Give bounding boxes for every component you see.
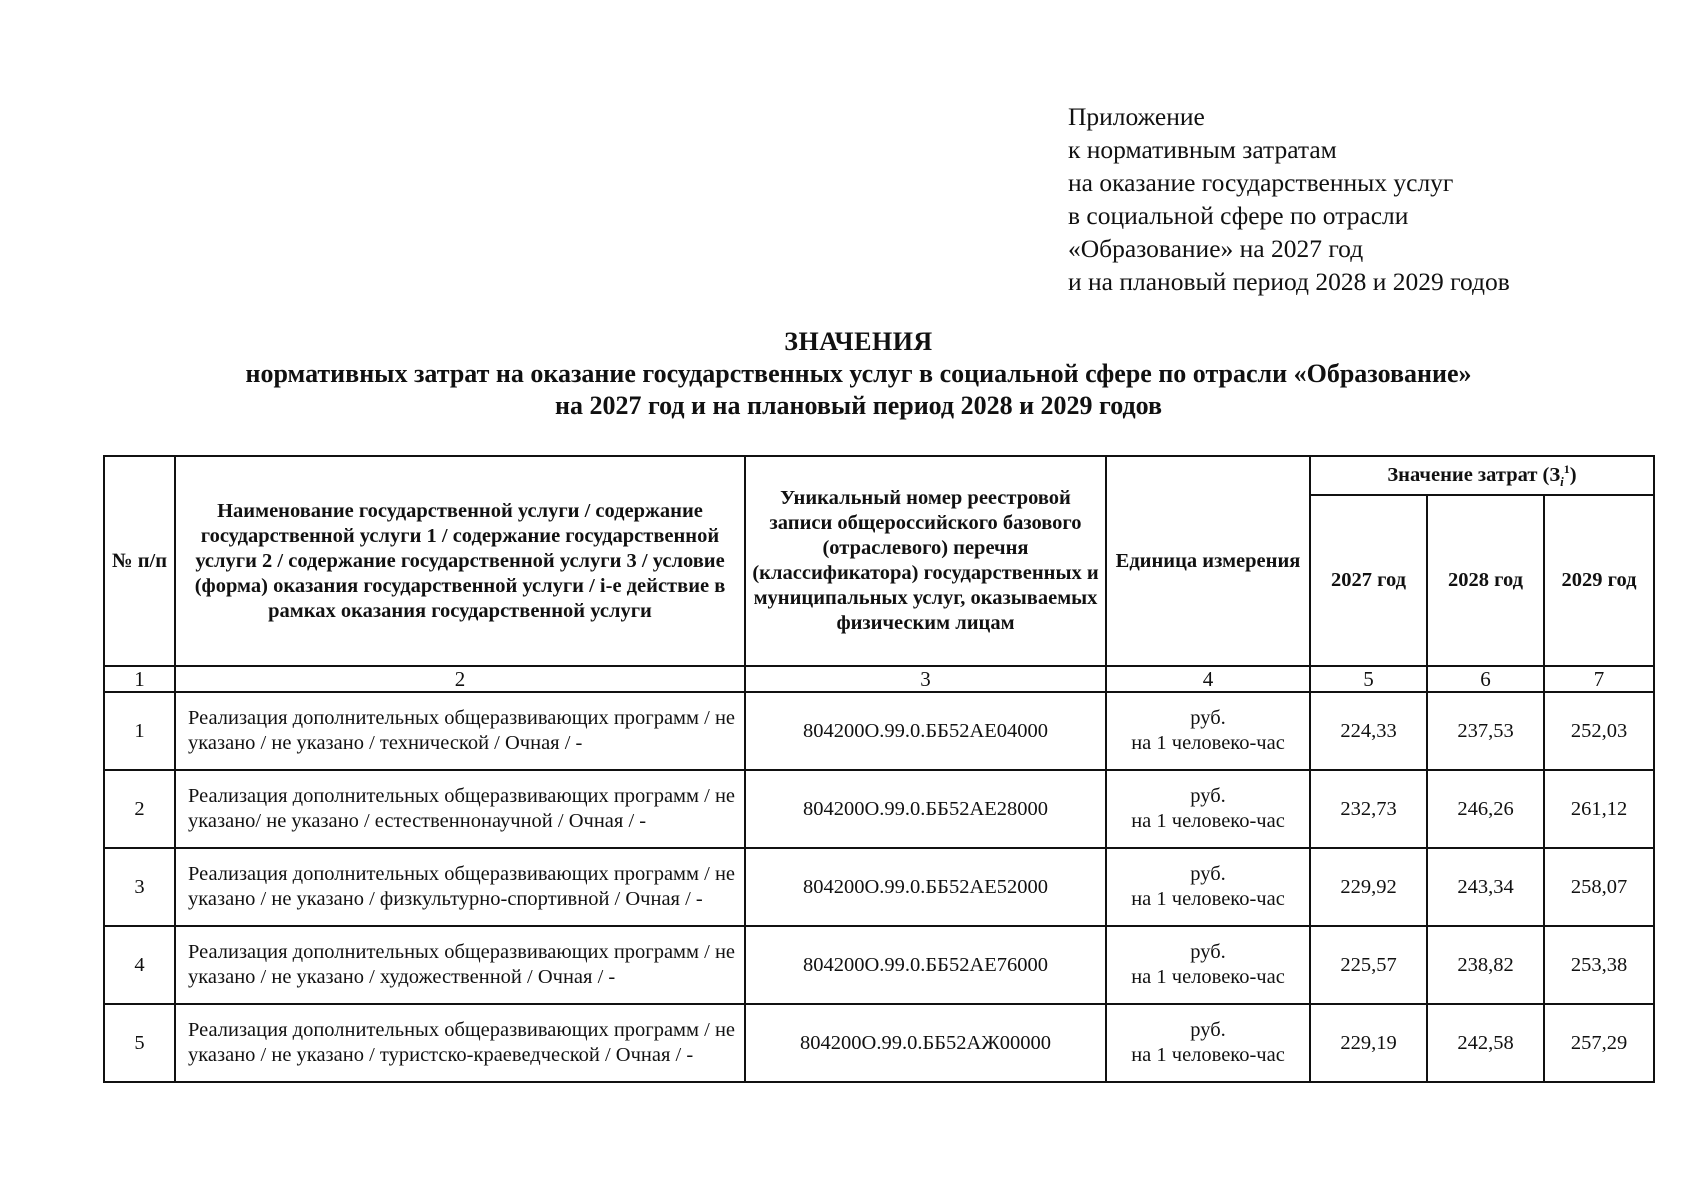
appendix-line: Приложение bbox=[1068, 102, 1205, 131]
row-number: 2 bbox=[104, 770, 175, 848]
registry-code: 804200О.99.0.ББ52АЕ28000 bbox=[745, 770, 1106, 848]
column-number: 3 bbox=[745, 666, 1106, 692]
registry-code: 804200О.99.0.ББ52АЕ04000 bbox=[745, 692, 1106, 770]
unit-basis: на 1 человеко-час bbox=[1131, 732, 1285, 754]
header-year-2028: 2028 год bbox=[1427, 495, 1544, 666]
column-number: 7 bbox=[1544, 666, 1654, 692]
title-subheading: нормативных затрат на оказание государственных услуг в социальной сфере по отрасли «Образование» bbox=[245, 359, 1472, 388]
registry-code: 804200О.99.0.ББ52АЕ52000 bbox=[745, 848, 1106, 926]
unit-currency: руб. bbox=[1190, 863, 1226, 885]
unit-currency: руб. bbox=[1190, 707, 1226, 729]
column-number-row bbox=[104, 666, 1654, 692]
unit-currency: руб. bbox=[1190, 1019, 1226, 1041]
appendix-line: на оказание государственных услуг bbox=[1068, 168, 1454, 197]
unit-currency: руб. bbox=[1190, 941, 1226, 963]
unit-cell bbox=[1106, 770, 1310, 848]
value-2029: 253,38 bbox=[1544, 926, 1654, 1004]
column-number: 1 bbox=[104, 666, 175, 692]
table-row bbox=[104, 770, 1654, 848]
unit-basis: на 1 человеко-час bbox=[1131, 888, 1285, 910]
header-year-2029: 2029 год bbox=[1544, 495, 1654, 666]
appendix-line: к нормативным затратам bbox=[1068, 135, 1337, 164]
title-period: на 2027 год и на плановый период 2028 и 2029 годов bbox=[554, 391, 1163, 420]
table-row bbox=[104, 926, 1654, 1004]
header-cost-sup: 1 bbox=[1563, 462, 1570, 476]
value-2028: 238,82 bbox=[1427, 926, 1544, 1004]
registry-code: 804200О.99.0.ББ52АЖ00000 bbox=[745, 1004, 1106, 1082]
header-cost-values-text: Значение затрат (З bbox=[1387, 463, 1561, 486]
service-name: Реализация дополнительных общеразвивающих программ / не указано / не указано / художественной / Очная / - bbox=[175, 926, 745, 1004]
column-number: 2 bbox=[175, 666, 745, 692]
value-2028: 237,53 bbox=[1427, 692, 1544, 770]
cost-table bbox=[103, 455, 1655, 1083]
appendix-line: и на плановый период 2028 и 2029 годов bbox=[1068, 267, 1510, 296]
table-row bbox=[104, 848, 1654, 926]
header-cost-values bbox=[1310, 456, 1654, 495]
value-2027: 229,92 bbox=[1310, 848, 1427, 926]
row-number: 3 bbox=[104, 848, 175, 926]
header-cost-close: ) bbox=[1569, 463, 1577, 486]
value-2028: 243,34 bbox=[1427, 848, 1544, 926]
header-service-name bbox=[175, 456, 745, 666]
value-2029: 258,07 bbox=[1544, 848, 1654, 926]
value-2027: 229,19 bbox=[1310, 1004, 1427, 1082]
header-cost-sub: i bbox=[1560, 473, 1564, 489]
column-number: 4 bbox=[1106, 666, 1310, 692]
header-unit: Единица измерения bbox=[1106, 456, 1310, 666]
unit-basis: на 1 человеко-час bbox=[1131, 1044, 1285, 1066]
header-year-2027: 2027 год bbox=[1310, 495, 1427, 666]
document-title bbox=[0, 326, 1697, 422]
unit-cell bbox=[1106, 848, 1310, 926]
title-heading: ЗНАЧЕНИЯ bbox=[784, 327, 933, 356]
unit-cell bbox=[1106, 692, 1310, 770]
registry-code: 804200О.99.0.ББ52АЕ76000 bbox=[745, 926, 1106, 1004]
appendix-line: в социальной сфере по отрасли bbox=[1068, 201, 1409, 230]
header-service-name-text: Наименование государственной услуги / содержание государственной услуги 1 / содержание государственной услуги 2 / содержание государственной услуги 3 / условие (форма) оказания государственной услуги / i-е действие в рамках оказания государственной услуги bbox=[194, 499, 726, 622]
value-2027: 224,33 bbox=[1310, 692, 1427, 770]
row-number: 4 bbox=[104, 926, 175, 1004]
unit-cell bbox=[1106, 1004, 1310, 1082]
header-registry-code: Уникальный номер реестровой записи общероссийского базового (отраслевого) перечня (классификатора) государственных и муниципальных услуг, оказываемых физическим лицам bbox=[745, 456, 1106, 666]
service-name: Реализация дополнительных общеразвивающих программ / не указано / не указано / физкультурно-спортивной / Очная / - bbox=[175, 848, 745, 926]
value-2028: 242,58 bbox=[1427, 1004, 1544, 1082]
value-2027: 225,57 bbox=[1310, 926, 1427, 1004]
unit-basis: на 1 человеко-час bbox=[1131, 966, 1285, 988]
value-2027: 232,73 bbox=[1310, 770, 1427, 848]
value-2029: 261,12 bbox=[1544, 770, 1654, 848]
table-row bbox=[104, 1004, 1654, 1082]
unit-currency: руб. bbox=[1190, 785, 1226, 807]
value-2028: 246,26 bbox=[1427, 770, 1544, 848]
unit-basis: на 1 человеко-час bbox=[1131, 810, 1285, 832]
value-2029: 257,29 bbox=[1544, 1004, 1654, 1082]
appendix-line: «Образование» на 2027 год bbox=[1068, 234, 1364, 263]
service-name: Реализация дополнительных общеразвивающих программ / не указано/ не указано / естественнонаучной / Очная / - bbox=[175, 770, 745, 848]
column-number: 6 bbox=[1427, 666, 1544, 692]
header-number: № п/п bbox=[104, 456, 175, 666]
service-name: Реализация дополнительных общеразвивающих программ / не указано / не указано / технической / Очная / - bbox=[175, 692, 745, 770]
table-row bbox=[104, 692, 1654, 770]
service-name: Реализация дополнительных общеразвивающих программ / не указано / не указано / туристско-краеведческой / Очная / - bbox=[175, 1004, 745, 1082]
column-number: 5 bbox=[1310, 666, 1427, 692]
unit-cell bbox=[1106, 926, 1310, 1004]
row-number: 1 bbox=[104, 692, 175, 770]
appendix-note bbox=[1068, 100, 1510, 298]
row-number: 5 bbox=[104, 1004, 175, 1082]
value-2029: 252,03 bbox=[1544, 692, 1654, 770]
